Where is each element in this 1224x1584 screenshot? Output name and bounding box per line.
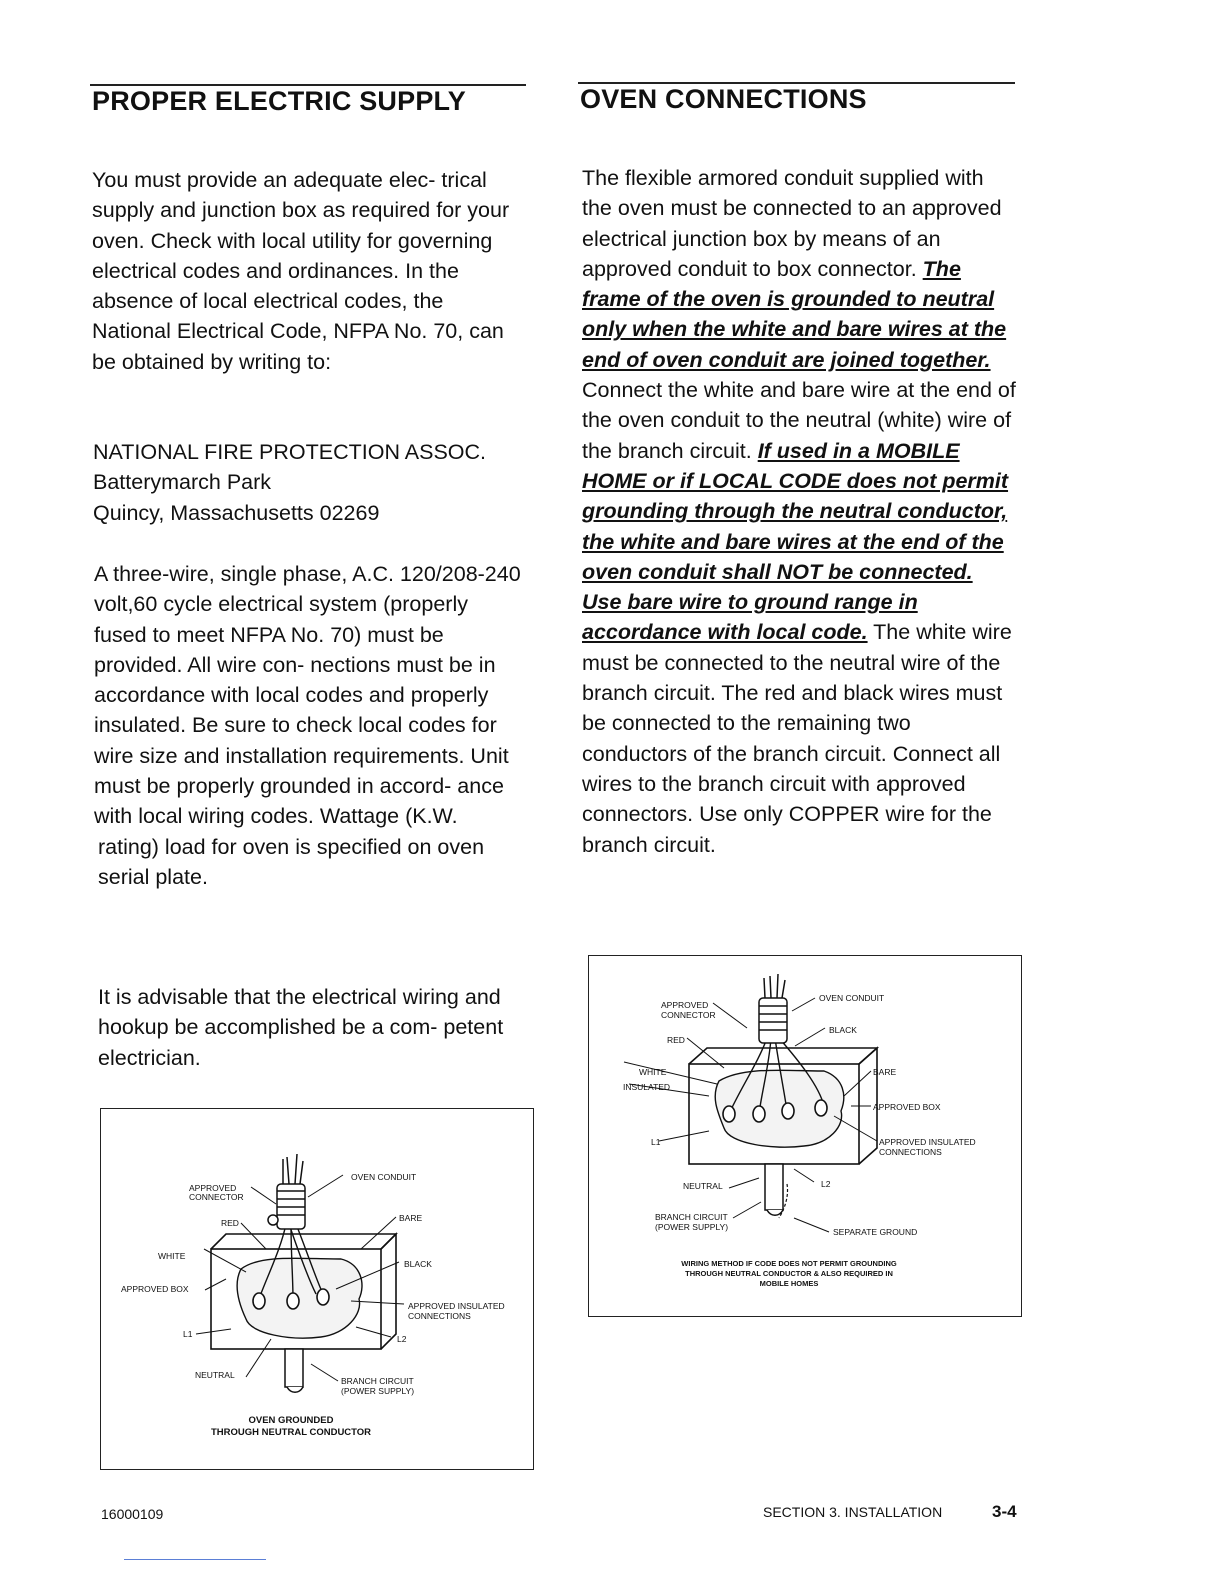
diagram-grounded-neutral (100, 1108, 534, 1470)
address-line-3: Quincy, Massachusetts 02269 (93, 500, 380, 525)
right-label-l2: L2 (821, 1179, 831, 1189)
system-paragraph: A three-wire, single phase, A.C. 120/208-240 volt,60 cycle electrical system (properly fused to meet NFPA No. 70) must be provided. All wire con- nections must be in accordance with local codes and properly insulated. Be sure to check local codes for wire size and installation requirements. Unit must be properly grounded in accord- ance with local wiring codes. Wattage (K.W. (94, 562, 521, 829)
left-label-l1: L1 (183, 1329, 193, 1339)
section-label: SECTION 3. INSTALLATION (763, 1504, 943, 1520)
left-label-oven-conduit: OVEN CONDUIT (351, 1172, 417, 1182)
left-para-system (94, 559, 522, 892)
left-label-black: BLACK (404, 1259, 432, 1269)
right-label-power-supply: (POWER SUPPLY) (655, 1222, 729, 1232)
right-label-oven-conduit: OVEN CONDUIT (819, 993, 885, 1003)
right-heading: OVEN CONNECTIONS (580, 84, 867, 114)
left-label-connections: CONNECTIONS (408, 1311, 471, 1321)
right-label-red: RED (667, 1035, 685, 1045)
mobile-home-warning: If used in a MOBILE HOME or if LOCAL CODE does not permit grounding through the neutral conductor, the white and bare wires at the end of the oven conduit shall NOT be connected. Use bare wire to ground range in accordance with local code. (582, 438, 1009, 645)
left-label-power-supply: (POWER SUPPLY) (341, 1386, 415, 1396)
diagram-separate-ground (588, 955, 1022, 1317)
right-label-connector: CONNECTOR (661, 1010, 716, 1020)
left-para-supply (92, 165, 520, 377)
left-label-approved: APPROVED (189, 1183, 237, 1193)
doc-number: 16000109 (101, 1506, 164, 1522)
connections-paragraph (582, 163, 1018, 860)
right-label-white: WHITE (639, 1067, 667, 1077)
left-label-red: RED (221, 1218, 239, 1228)
left-label-bare: BARE (399, 1213, 423, 1223)
wire-connection-text: The white wire must be connected to the neutral wire of the branch circuit. The red and black wires must be connected to the remaining two conductors of the branch circuit. Connect all wires to the branch circuit with approved connectors. Use only COPPER wire for the branch circuit. (582, 620, 1012, 857)
address-line-2: Batterymarch Park (93, 470, 272, 495)
page-number: 3-4 (992, 1502, 1017, 1521)
left-label-connector: CONNECTOR (189, 1192, 244, 1202)
nfpa-address (93, 437, 523, 528)
address-line-1: NATIONAL FIRE PROTECTION ASSOC. (93, 440, 487, 464)
right-label-neutral: NEUTRAL (683, 1181, 723, 1191)
right-label-approved-insulated: APPROVED INSULATED (879, 1137, 976, 1147)
left-label-approved-box: APPROVED BOX (121, 1284, 189, 1294)
right-para-connections (582, 163, 1018, 860)
right-label-black: BLACK (829, 1025, 857, 1035)
right-caption-line3: MOBILE HOMES (759, 1279, 819, 1288)
right-label-branch-circuit: BRANCH CIRCUIT (655, 1212, 728, 1222)
right-caption-line2: THROUGH NEUTRAL CONDUCTOR & ALSO REQUIRED IN (685, 1269, 893, 1278)
right-label-insulated: INSULATED (623, 1082, 671, 1092)
right-label-separate-ground: SEPARATE GROUND (833, 1227, 918, 1237)
right-label-approved: APPROVED (661, 1000, 709, 1010)
left-label-branch-circuit: BRANCH CIRCUIT (341, 1376, 414, 1386)
frame-grounding-warning: The frame of the oven is grounded to neutral only when the white and bare wires at the end of oven conduit are joined together. (582, 256, 1007, 372)
system-paragraph-continued: rating) load for oven is specified on oven serial plate. (98, 834, 485, 889)
supply-paragraph: You must provide an adequate elec- trical supply and junction box as required for your oven. Check with local utility for governing electrical codes and ordinances. In the absence of local electrical codes, the National Electrical Code, NFPA No. 70, can be obtained by writing to: (92, 168, 510, 374)
left-label-approved-insulated: APPROVED INSULATED (408, 1301, 505, 1311)
electrician-paragraph: It is advisable that the electrical wiring and hookup be accomplished be a com- petent electrician. (98, 985, 504, 1070)
left-para-electrician (98, 982, 528, 1073)
left-label-white: WHITE (158, 1251, 186, 1261)
right-label-connections: CONNECTIONS (879, 1147, 942, 1157)
neutral-connection-text: Connect the white and bare wire at the end of the oven conduit to the neutral (white) wire of the branch circuit. (582, 378, 1016, 463)
conduit-instructions: The flexible armored conduit supplied with the oven must be connected to an approved electrical junction box by means of an approved conduit to box connector. (582, 166, 1002, 281)
left-label-l2: L2 (397, 1334, 407, 1344)
right-label-l1: L1 (651, 1137, 661, 1147)
left-caption-line2: THROUGH NEUTRAL CONDUCTOR (210, 1427, 372, 1438)
left-heading: PROPER ELECTRIC SUPPLY (92, 86, 466, 116)
right-label-approved-box: APPROVED BOX (873, 1102, 941, 1112)
wiring-diagram-svg (101, 1109, 533, 1469)
footer-line (124, 1559, 266, 1560)
right-caption-line1: WIRING METHOD IF CODE DOES NOT PERMIT GROUNDING (681, 1259, 897, 1268)
wiring-diagram-svg-separate (589, 956, 1021, 1316)
left-label-neutral: NEUTRAL (195, 1370, 235, 1380)
left-caption-line1: OVEN GROUNDED (248, 1415, 334, 1426)
right-label-bare: BARE (873, 1067, 897, 1077)
